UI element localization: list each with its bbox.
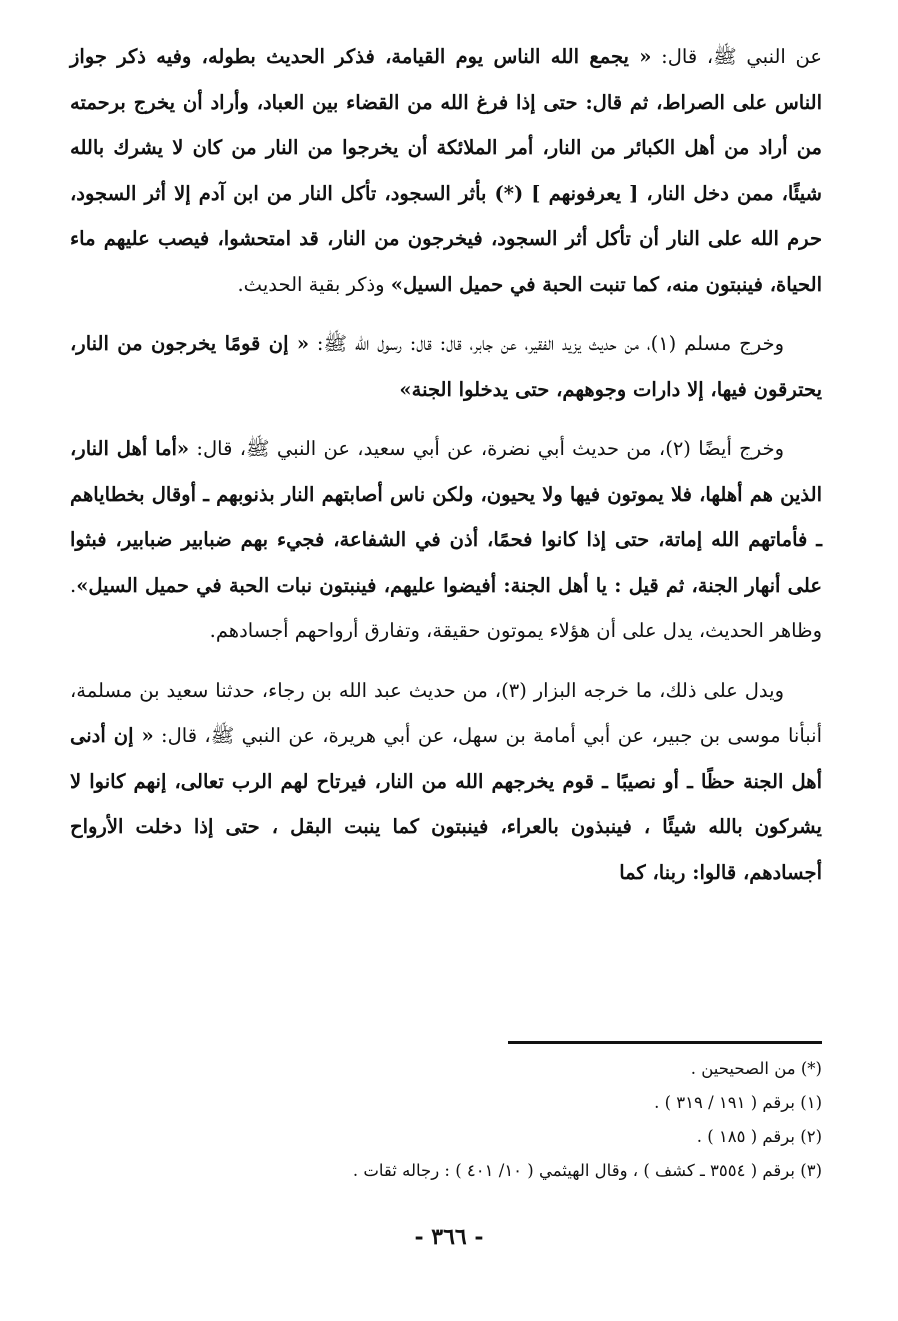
text-segment: وذكر بقية الحديث. xyxy=(237,272,391,296)
footnote: (٢) برقم ( ١٨٥ ) . xyxy=(696,1127,822,1146)
footnote-divider xyxy=(508,1041,822,1044)
footnote: (٣) برقم ( ٣٥٥٤ ـ كشف ) ، وقال الهيثمي ( ١٠/ ٤٠١ ) : رجاله ثقات . xyxy=(352,1161,822,1180)
text-segment: وخرج مسلم (١)، من حديث يزيد الفقير، عن جابر، قال: قال: رسول الله ﷺ: xyxy=(309,332,784,355)
paragraph-1 xyxy=(70,34,822,307)
hadith-quote: « إن قومًا يخرجون من النار، يحترقون فيها، إلا دارات وجوههم، حتى يدخلوا الجنة» xyxy=(70,332,822,401)
hadith-quote: « يجمع الله الناس يوم القيامة، فذكر الحديث بطوله، وفيه ذكر جواز الناس على الصراط، ثم قال: حتى إذا فرغ الله من القضاء بين العباد، وأراد أن يخرج برحمته من أراد من أهل الكبائر من النار، أمر الملائكة أن يخرجوا من النار من كان لا يشرك بالله شيئًا، ممن دخل النار، [ يعرفونهم ] (*) بأثر السجود، تأكل النار من ابن آدم إلا أثر السجود، حرم الله على النار أن تأكل أثر السجود، فيخرجون من النار، قد امتحشوا، فيصب عليهم ماء الحياة، فينبتون منه، كما تنبت الحبة في حميل السيل» xyxy=(70,45,822,296)
text-segment: وخرج أيضًا (٢)، من حديث أبي نضرة، عن أبي سعيد، عن النبي ﷺ، قال: xyxy=(189,437,784,460)
footnote: (١) برقم ( ١٩١ / ٣١٩ ) . xyxy=(654,1093,822,1112)
paragraph-4 xyxy=(70,668,822,896)
footnote: (*) من الصحيحين . xyxy=(690,1059,822,1078)
paragraph-3 xyxy=(70,426,822,654)
footnotes xyxy=(70,1052,822,1188)
hadith-quote: « إن أدنى أهل الجنة حظًا ـ أو نصيبًا ـ قوم يخرجهم الله من النار، فيرتاح لهم الرب تعالى، إنهم كانوا لا يشركون بالله شيئًا ، فينبذون بالعراء، فينبتون كما ينبت البقل ، حتى إذا دخلت الأرواح أجسادهم، قالوا: ربنا، كما xyxy=(70,724,822,884)
text-segment: ويدل على ذلك، ما خرجه البزار (٣)، من حديث عبد الله بن رجاء، حدثنا سعيد بن مسلمة، أنبأنا موسى بن جبير، عن أبي أمامة بن سهل، عن أبي هريرة، عن النبي ﷺ، قال: xyxy=(70,678,822,747)
page-number: - ٣٦٦ - xyxy=(414,1224,484,1250)
paragraph-2 xyxy=(70,321,822,412)
text-segment: . وظاهر الحديث، يدل على أن هؤلاء يموتون حقيقة، وتفارق أرواحهم أجسادهم. xyxy=(70,573,822,642)
text-segment: عن النبي ﷺ، قال: xyxy=(651,45,822,68)
main-text xyxy=(70,34,822,909)
hadith-quote: «أما أهل النار، الذين هم أهلها، فلا يموتون فيها ولا يحيون، ولكن ناس أصابتهم النار بذنوبهم ـ أوقال بخطاياهم ـ فأماتهم الله إماتة، حتى إذا كانوا فحمًا، أذن في الشفاعة، فجيء بهم ضبابير ضبابير، فبثوا على أنهار الجنة، ثم قيل : يا أهل الجنة: أفيضوا عليهم، فينبتون نبات الحبة في حميل السيل» xyxy=(70,437,822,597)
